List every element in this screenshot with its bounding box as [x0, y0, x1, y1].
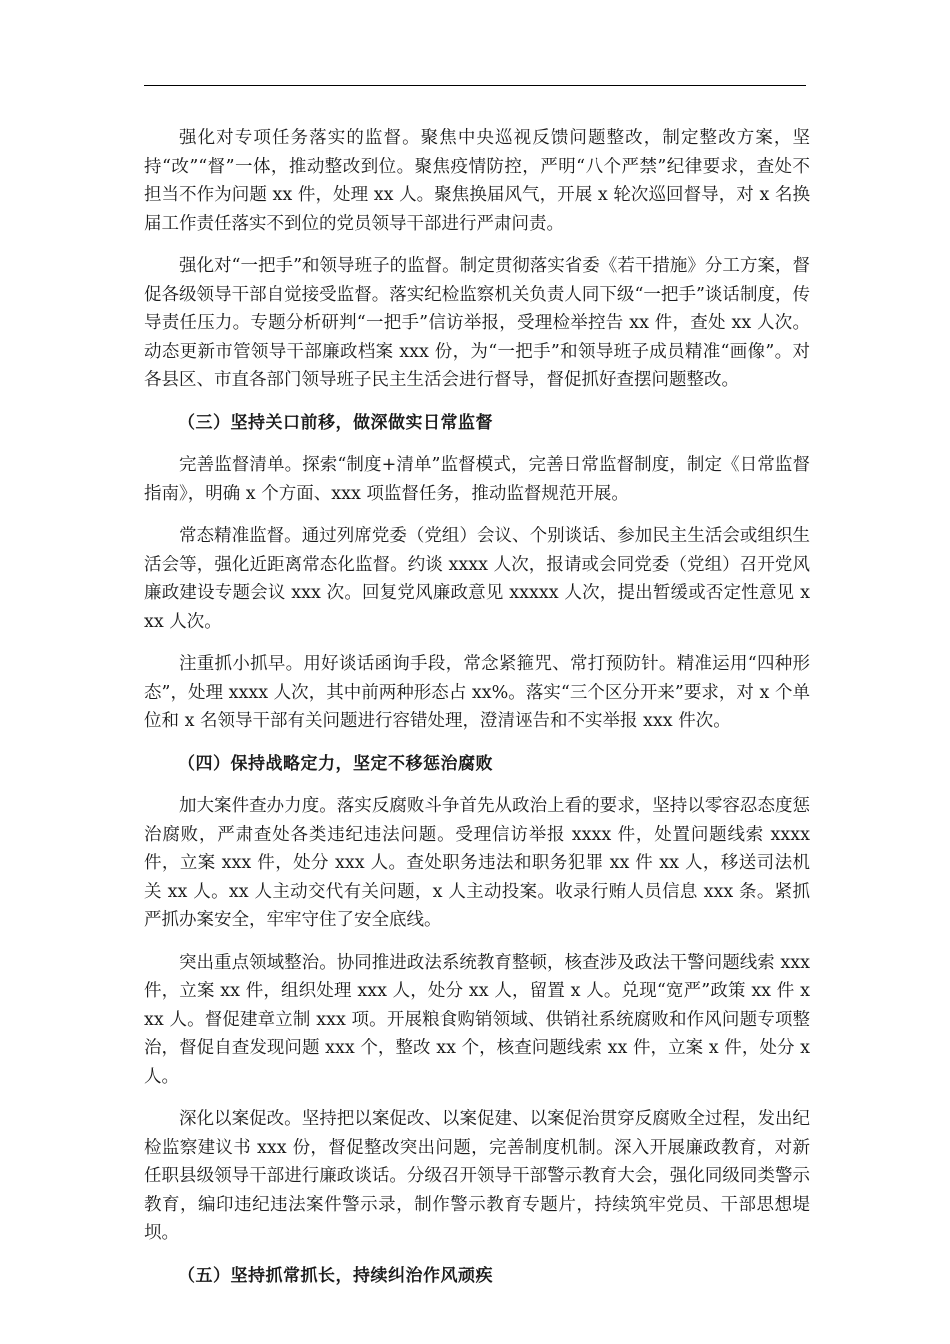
paragraph-leader-supervision: 强化对“一把手”和领导班子的监督。制定贯彻落实省委《若干措施》分工方案，督促各级领导干部自觉接受监督。落实纪检监察机关负责人同下级“一把手”谈话制度，传导责任压力。专题分析研判“一把手”信访举报，受理检举控告 xx 件，查处 xx 人次。动态更新市管领导干部廉政档案 xxx 份，为“一把手”和领导班子成员精准“画像”。对各县区、市直各部门领导班子民主生活会进行督导，督促抓好查摆问题整改。 — [144, 256, 810, 390]
section-heading-5: （五）坚持抓常抓长，持续纠治作风顽疾 — [178, 1265, 493, 1286]
header-rule — [144, 85, 806, 86]
paragraph-case-handling: 加大案件查办力度。落实反腐败斗争首先从政治上看的要求，坚持以零容忍态度惩治腐败，严肃查处各类违纪违法问题。受理信访举报 xxxx 件，处置问题线索 xxxx 件，立案 xxx 件，处分 xxx 人。查处职务违法和职务犯罪 xx 件 xx 人，移送司法机关 xx 人。xx 人主动交代有关问题，x 人主动投案。收录行贿人员信息 xxx 条。紧抓严抓办案安全，牢牢守住了安全底线。 — [144, 796, 810, 930]
document-body — [144, 124, 810, 1304]
paragraph-early-intervention: 注重抓小抓早。用好谈话函询手段，常念紧箍咒、常打预防针。精准运用“四种形态”，处理 xxxx 人次，其中前两种形态占 xx%。落实“三个区分开来”要求，对 x 个单位和 x 名领导干部有关问题进行容错处理，澄清诬告和不实举报 xxx 件次。 — [144, 654, 810, 731]
paragraph-case-based-reform: 深化以案促改。坚持把以案促改、以案促建、以案促治贯穿反腐败全过程，发出纪检监察建议书 xxx 份，督促整改突出问题，完善制度机制。深入开展廉政教育，对新任职县级领导干部进行廉政谈话。分级召开领导干部警示教育大会，强化同级同类警示教育，编印违纪违法案件警示录，制作警示教育专题片，持续筑牢党员、干部思想堤坝。 — [144, 1109, 810, 1243]
section-heading-4: （四）保持战略定力，坚定不移惩治腐败 — [178, 753, 493, 774]
paragraph-supervision-list: 完善监督清单。探索“制度+清单”监督模式，完善日常监督制度，制定《日常监督指南》，明确 x 个方面、xxx 项监督任务，推动监督规范开展。 — [144, 455, 810, 504]
paragraph-routine-supervision: 常态精准监督。通过列席党委（党组）会议、个别谈话、参加民主生活会或组织生活会等，强化近距离常态化监督。约谈 xxxx 人次，报请或会同党委（党组）召开党风廉政建设专题会议 xxx 次。回复党风廉政意见 xxxxx 人次，提出暂缓或否定性意见 xxx 人次。 — [144, 526, 810, 632]
paragraph-key-area-rectification: 突出重点领域整治。协同推进政法系统教育整顿，核查涉及政法干警问题线索 xxx 件，立案 xx 件，组织处理 xxx 人，处分 xx 人，留置 x 人。兑现“宽严”政策 xx 件 xxx 人。督促建章立制 xxx 项。开展粮食购销领域、供销社系统腐败和作风问题专项整治，督促自查发现问题 xxx 个，整改 xx 个，核查问题线索 xx 件，立案 x 件，处分 x 人。 — [144, 952, 810, 1087]
section-heading-3: （三）坚持关口前移，做深做实日常监督 — [178, 412, 493, 433]
paragraph-special-task-supervision: 强化对专项任务落实的监督。聚焦中央巡视反馈问题整改，制定整改方案，坚持“改”“督”一体，推动整改到位。聚焦疫情防控，严明“八个严禁”纪律要求，查处不担当不作为问题 xx 件，处理 xx 人。聚焦换届风气，开展 x 轮次巡回督导，对 x 名换届工作责任落实不到位的党员领导干部进行严肃问责。 — [144, 128, 810, 234]
